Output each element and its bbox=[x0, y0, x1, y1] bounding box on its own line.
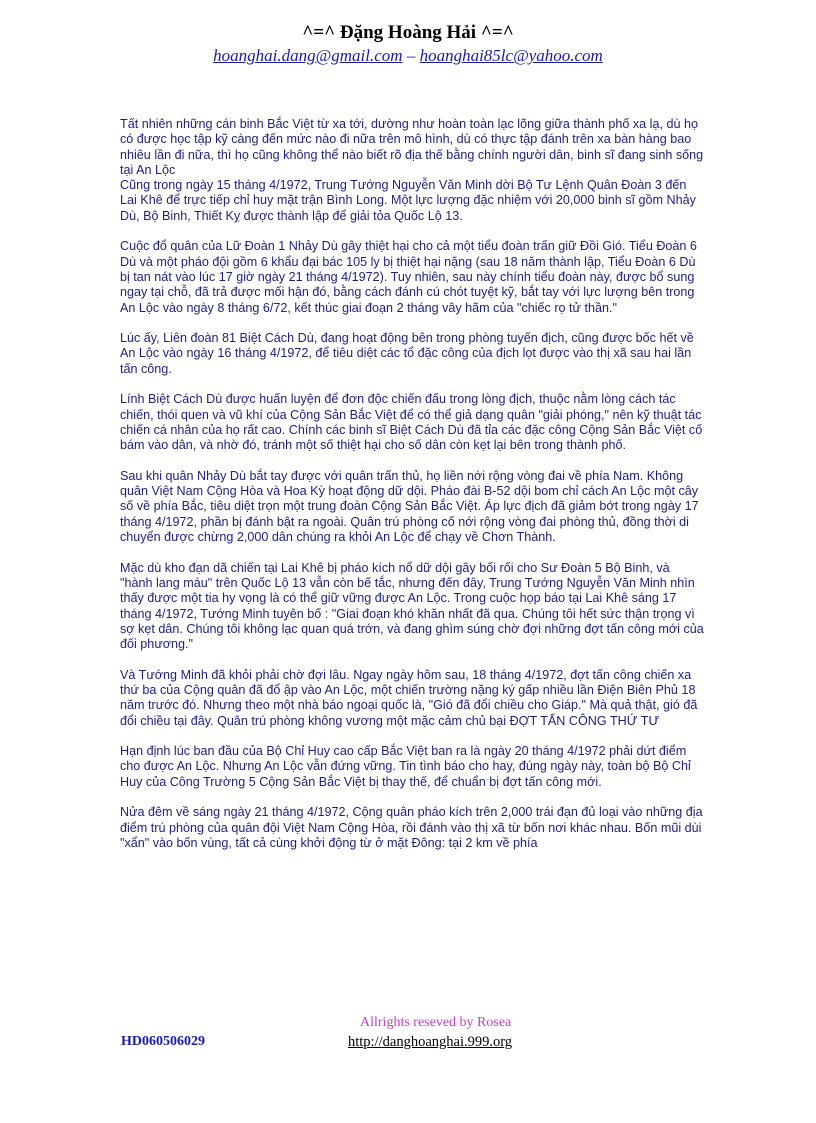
paragraph-5: Sau khi quân Nhảy Dù bắt tay được với quân trấn thủ, họ liền nới rộng vòng đai về phía Nam. Không quân Việt Nam Cộng Hòa và Hoa Kỳ hoạt động dữ dội. Pháo đài B-52 dội bom chỉ cách An Lộc một cây số về phía Bắc, tiêu diệt trọn một trung đoàn Cộng Sản Bắc Việt. Áp lực địch đã giảm bớt trong ngày 17 tháng 4/1972, phần bị đánh bật ra ngoài. Quân trú phòng cố nới rộng vòng đai phòng thủ, đồng thời di chuyển được chừng 2,000 dân chúng ra khỏi An Lộc để chạy về Chơn Thành. bbox=[120, 468, 699, 545]
document-body bbox=[120, 117, 705, 867]
website-link[interactable]: http://danghoanghai.999.org bbox=[348, 1034, 513, 1050]
paragraph-4: Lính Biệt Cách Dù được huấn luyện để đơn độc chiến đấu trong lòng địch, thuộc nằm lòng cách tác chiến, thói quen và vũ khí của Cộng Sản Bắc Việt để có thể giả dạng quân "giải phóng," nên kỹ thuật tác chiến cá nhân của họ rất cao. Chính các binh sĩ Biệt Cách Dù đã tỉa các đặc công Cộng Sản Bắc Việt cố bám vào dân, và nhờ đó, tránh một số thiệt hại cho số dân còn kẹt lại bên trong thành phố. bbox=[120, 392, 703, 453]
paragraph-3: Lúc ấy, Liên đoàn 81 Biệt Cách Dù, đang hoạt động bên trong phòng tuyến địch, cũng được bốc hết về An Lộc vào ngày 16 tháng 4/1972, để tiêu diệt các tổ đặc công của địch lọt được vào thị xã sau hai lần tấn công. bbox=[120, 331, 694, 376]
paragraph-9: Nửa đêm về sáng ngày 21 tháng 4/1972, Cộng quân pháo kích trên 2,000 trái đạn đủ loại vào những địa điểm trú phòng của quân đội Việt Nam Cộng Hòa, rồi đánh vào thị xã từ bốn nơi khác nhau. Bốn mũi dùi "xẩn" vào bốn vùng, tất cả cùng khởi động từ ở mặt Đông: tại 2 km về phía bbox=[120, 805, 703, 850]
paragraph-8: Hạn định lúc ban đầu của Bộ Chỉ Huy cao cấp Bắc Việt ban ra là ngày 20 tháng 4/1972 phải dứt điểm cho được An Lộc. Nhưng An Lộc vẫn đứng vững. Tin tình báo cho hay, đúng ngày này, toàn bộ Bộ Chỉ Huy của Công Trường 5 Cộng Sản Bắc Việt bị thay thế, để chuẩn bị đợt tấn công mới. bbox=[120, 744, 691, 789]
email-link-gmail[interactable]: hoanghai.dang@gmail.com bbox=[213, 46, 403, 65]
paragraph-1: Tất nhiên những cán binh Bắc Việt từ xa tới, dường như hoàn toàn lạc lõng giữa thành phố xa lạ, dù họ có được học tập kỹ càng đến mức nào đi nữa trên mô hình, dù có thực tập đánh trên xa bàn hàng bao nhiêu lần đi nữa, thì họ cũng không thể nào biết rõ địa thế bằng chính người dân, binh sĩ đang sinh sống tại An Lộc Cũng trong ngày 15 tháng 4/1972, Trung Tướng Nguyễn Văn Minh dời Bộ Tư Lệnh Quân Đoàn 3 đến Lai Khê để trực tiếp chỉ huy mặt trận Bình Long. Một lực lượng đặc nhiệm với 20,000 binh sĩ gồm Nhảy Dù, Bộ Binh, Thiết Kỵ được thành lập để giải tỏa Quốc Lộ 13. bbox=[120, 117, 704, 223]
author-emails bbox=[0, 46, 816, 66]
paragraph-2: Cuộc đổ quân của Lữ Đoàn 1 Nhảy Dù gây thiệt hại cho cả một tiểu đoàn trấn giữ Đồi Gió. Tiểu Đoàn 6 Dù và một pháo đội gồm 6 khẩu đại bác 105 ly bị thiệt hại nặng (sau 18 năm thành lập, Tiểu Đoàn 6 Dù bị tan nát vào lúc 17 giờ ngày 21 tháng 4/1972). Tuy nhiên, sau này chính tiểu đoàn này, được bổ sung ngay tại chỗ, đã trả được mối hận đó, bằng cách đánh cú chót tuyệt kỹ, bắt tay với lực lượng bên trong An Lộc vào ngày 8 tháng 6/72, kết thúc giai đoạn 2 tháng vây hãm của "chiếc rọ tử thần." bbox=[120, 239, 697, 315]
email-separator: – bbox=[402, 46, 420, 65]
document-code: HD060506029 bbox=[121, 1034, 205, 1049]
copyright-notice: Allrights reseved by Rosea bbox=[360, 1015, 512, 1030]
paragraph-6: Mặc dù kho đạn dã chiến tại Lai Khê bị pháo kích nổ dữ dội gây bối rối cho Sư Đoàn 5 Bộ Binh, và "hành lang máu" trên Quốc Lộ 13 vẫn còn bế tắc, nhưng đến đây, Trung Tướng Nguyễn Văn Minh nhìn thấy được một tia hy vọng là có thể giữ vững được An Lộc. Trong cuộc họp báo tại Lai Khê sáng 17 tháng 4/1972, Tướng Minh tuyên bố : "Giai đoạn khó khăn nhất đã qua. Chúng tôi hết sức thận trọng vì sợ kẹt dân. Chúng tôi không lạc quan quá trớn, và đang ghìm súng chờ đợi những đợt tấn công mới của đối phương." bbox=[120, 560, 704, 652]
email-link-yahoo[interactable]: hoanghai85lc@yahoo.com bbox=[419, 46, 603, 65]
paragraph-7: Và Tướng Minh đã khỏi phải chờ đợi lâu. Ngay ngày hôm sau, 18 tháng 4/1972, đợt tấn công chiến xa thứ ba của Cộng quân đã đổ ập vào An Lộc, một chiến trường nặng ký gấp nhiều lần Điện Biên Phủ 18 năm trước đó. Nhưng theo một nhà báo ngoại quốc là, "Gió đã đổi chiều cho Giáp." Mà quả thật, gió đã đổi chiều tại đây. Quân trú phòng không vương một mặc cảm chủ bại ĐỢT TẤN CÔNG THỨ TƯ bbox=[120, 667, 698, 728]
author-title: ^=^ Đặng Hoàng Hải ^=^ bbox=[302, 22, 514, 43]
